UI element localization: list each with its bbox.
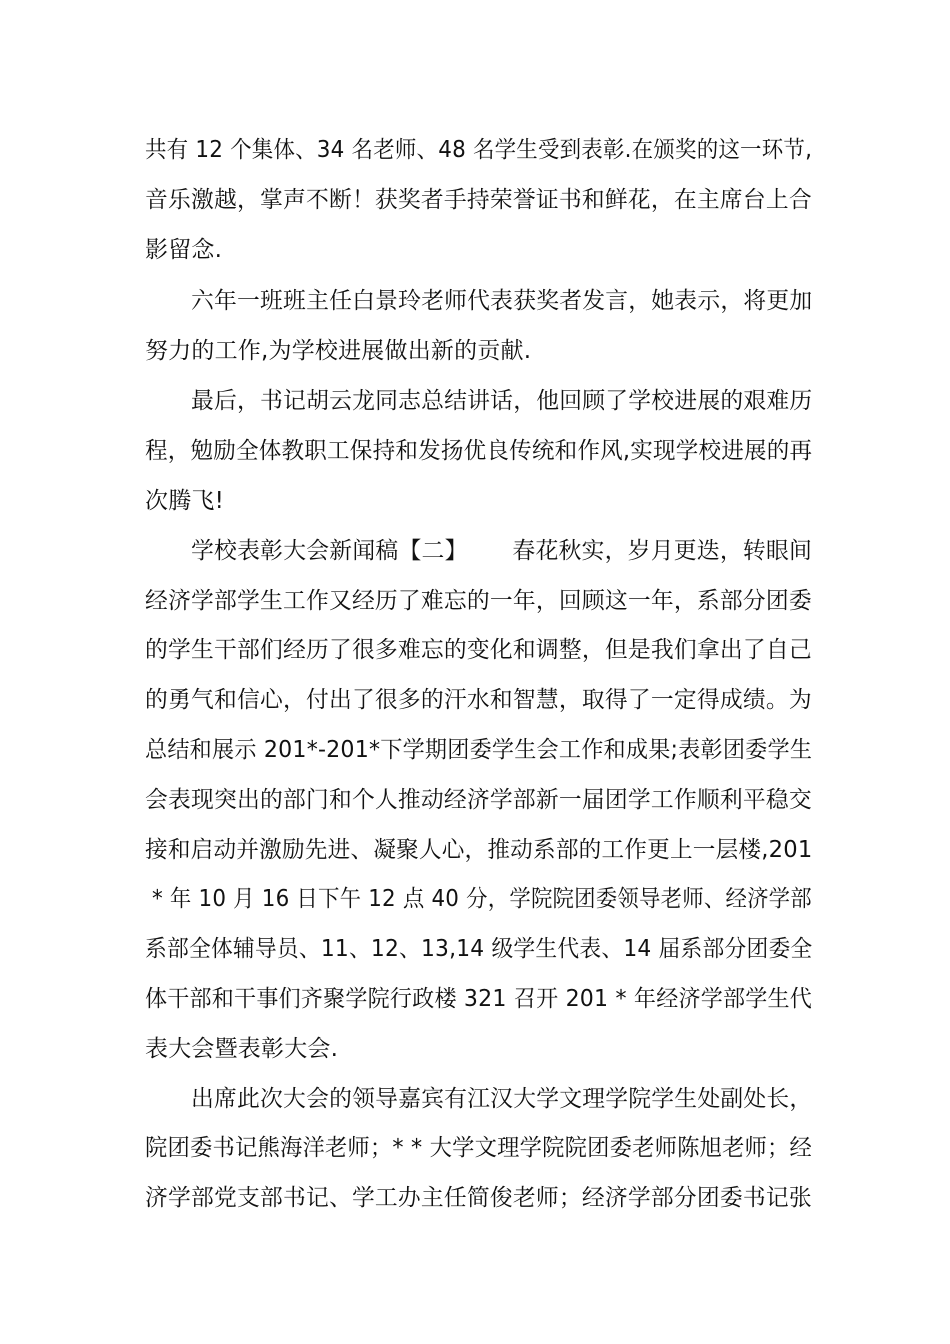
text-line: 努力的工作,为学校进展做出新的贡献. xyxy=(145,338,532,364)
text-line: 系部全体辅导员、11、12、13,14 级学生代表、14 届系部分团委全 xyxy=(145,936,813,962)
text-line: 音乐激越，掌声不断！获奖者手持荣誉证书和鲜花，在主席台上合 xyxy=(145,187,812,213)
text-line: 次腾飞! xyxy=(145,488,225,514)
text-line: 经济学部学生工作又经历了难忘的一年，回顾这一年，系部分团委 xyxy=(145,588,812,614)
text-line: 影留念. xyxy=(145,237,223,263)
text-line: 学校表彰大会新闻稿【二】 春花秋实，岁月更迭，转眼间 xyxy=(191,538,813,564)
text-line: 最后，书记胡云龙同志总结讲话，他回顾了学校进展的艰难历 xyxy=(191,388,813,414)
text-line: 院团委书记熊海洋老师；* * 大学文理学院院团委老师陈旭老师；经 xyxy=(145,1135,813,1161)
text-line: 六年一班班主任白景玲老师代表获奖者发言，她表示，将更加 xyxy=(191,288,813,314)
text-line: 会表现突出的部门和个人推动经济学部新一届团学工作顺利平稳交 xyxy=(145,787,812,813)
text-line: 表大会暨表彰大会. xyxy=(145,1036,339,1062)
text-line: 出席此次大会的领导嘉宾有江汉大学文理学院学生处副处长， xyxy=(191,1086,813,1112)
text-line: 的学生干部们经历了很多难忘的变化和调整，但是我们拿出了自己 xyxy=(145,637,812,663)
text-line: 程，勉励全体教职工保持和发扬优良传统和作风,实现学校进展的再 xyxy=(145,438,813,464)
text-line: 共有 12 个集体、34 名老师、48 名学生受到表彰.在颁奖的这一环节, xyxy=(145,137,813,163)
text-line: 总结和展示 201*-201*下学期团委学生会工作和成果;表彰团委学生 xyxy=(145,737,813,763)
text-line: 济学部党支部书记、学工办主任简俊老师；经济学部分团委书记张 xyxy=(145,1185,812,1211)
text-line: 体干部和干事们齐聚学院行政楼 321 召开 201 * 年经济学部学生代 xyxy=(145,986,813,1012)
text-line: 接和启动并激励先进、凝聚人心，推动系部的工作更上一层楼,201 xyxy=(145,837,813,863)
text-line: * 年 10 月 16 日下午 12 点 40 分，学院院团委领导老师、经济学部 xyxy=(145,886,812,912)
text-line: 的勇气和信心，付出了很多的汗水和智慧，取得了一定得成绩。为 xyxy=(145,687,812,713)
